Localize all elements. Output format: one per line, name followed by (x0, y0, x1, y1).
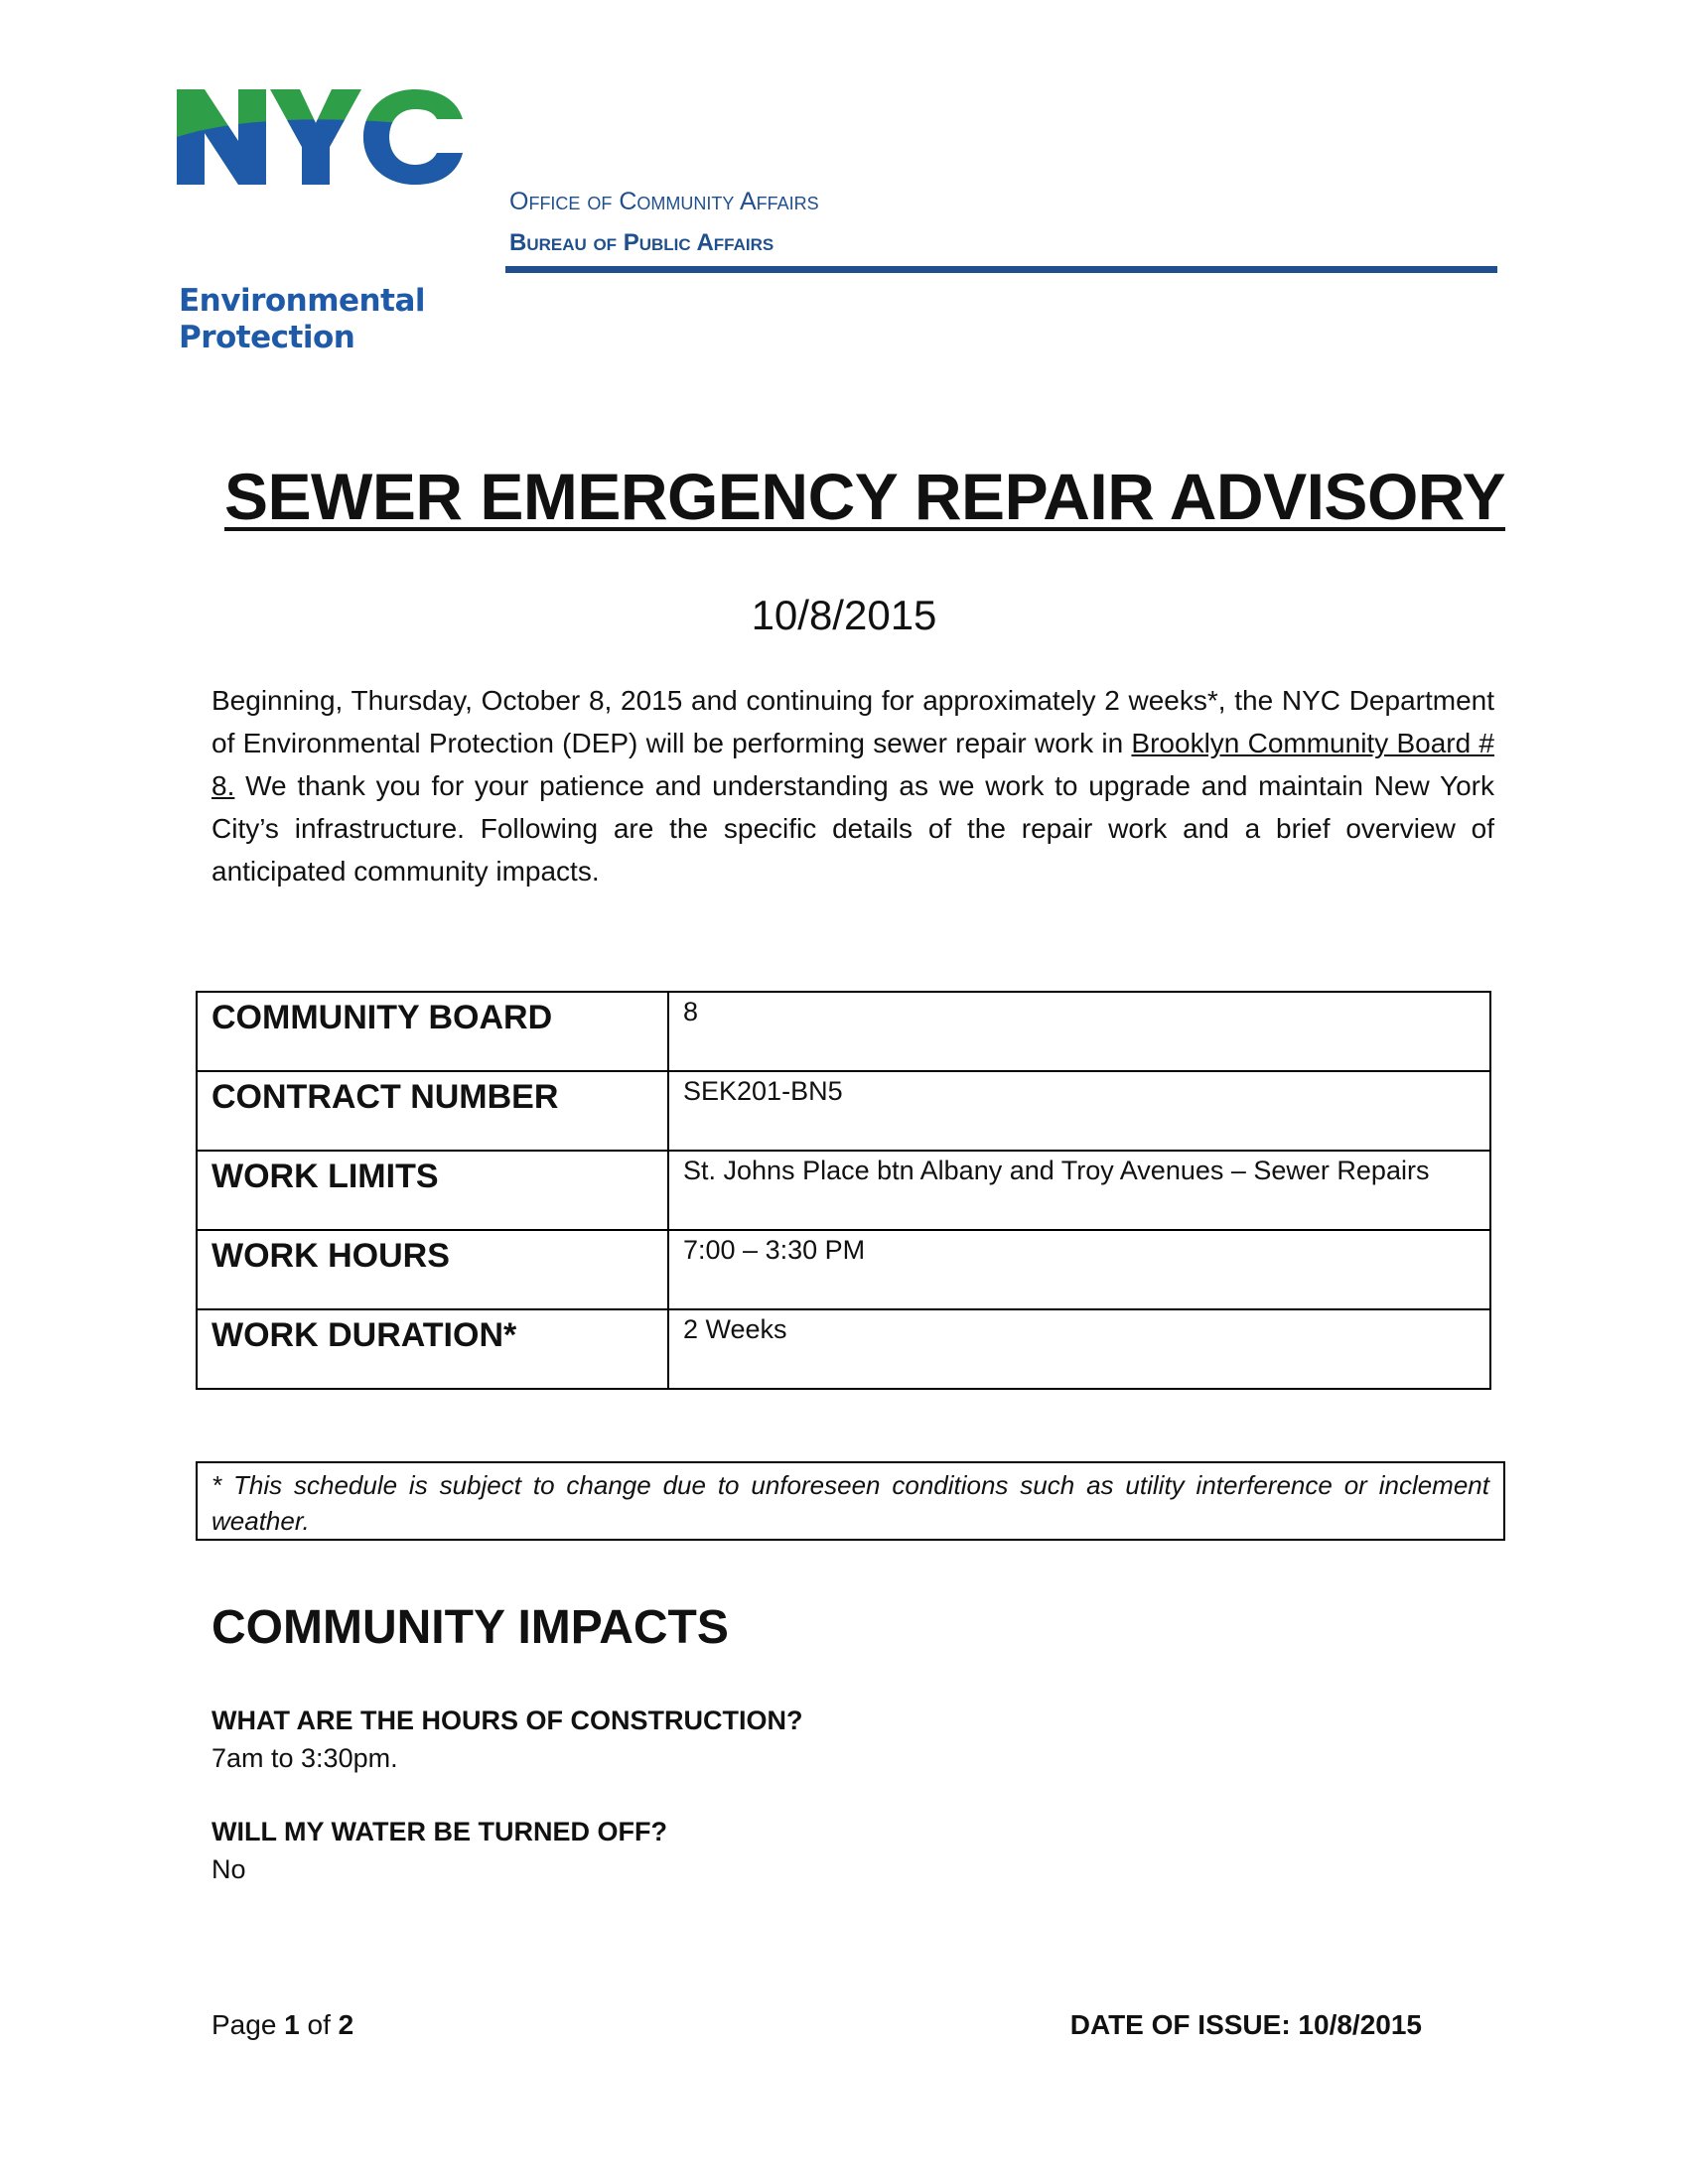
community-board-link: Brooklyn Community Board # 8. (211, 728, 1494, 801)
row-label: WORK LIMITS (197, 1151, 668, 1230)
nyc-dep-logo (177, 89, 475, 355)
row-label: CONTRACT NUMBER (197, 1071, 668, 1151)
impact-question: WILL MY WATER BE TURNED OFF? (211, 1817, 667, 1846)
intro-part1: Beginning, Thursday, October 8, 2015 and continuing for approximately 2 weeks*, the NYC Department of Environmental Protection (DEP) will be performing sewer repair work in (211, 685, 1494, 758)
row-label: COMMUNITY BOARD (197, 992, 668, 1071)
page-prefix: Page (211, 2009, 285, 2040)
logo-blue-wave (177, 119, 465, 185)
table-row (197, 992, 1490, 1071)
page-of: of (299, 2009, 339, 2040)
impact-item (211, 1813, 667, 1888)
logo-text-line1: Environmental (179, 283, 425, 319)
table-row (197, 1309, 1490, 1389)
page-number (211, 2009, 353, 2041)
intro-paragraph (211, 679, 1494, 892)
page-current: 1 (284, 2009, 300, 2040)
work-details-table (196, 991, 1491, 1390)
impacts-heading: COMMUNITY IMPACTS (211, 1601, 729, 1654)
row-value: 8 (668, 992, 1490, 1071)
row-label: WORK HOURS (197, 1230, 668, 1309)
page-total: 2 (338, 2009, 354, 2040)
row-value: St. Johns Place btn Albany and Troy Avenues – Sewer Repairs (668, 1151, 1490, 1230)
intro-part2: We thank you for your patience and understanding as we work to upgrade and maintain New York City’s infrastructure. Following are the specific details of the repair work and a brief overview of anticipated community impacts. (211, 770, 1494, 887)
row-value: 7:00 – 3:30 PM (668, 1230, 1490, 1309)
header-rule (505, 266, 1497, 273)
table-row (197, 1071, 1490, 1151)
impact-item (211, 1702, 802, 1777)
row-value: 2 Weeks (668, 1309, 1490, 1389)
table-row (197, 1151, 1490, 1230)
row-label: WORK DURATION* (197, 1309, 668, 1389)
logo-text (179, 283, 425, 356)
advisory-date: 10/8/2015 (751, 592, 937, 638)
date-of-issue: DATE OF ISSUE: 10/8/2015 (1069, 2009, 1422, 2040)
office-block (509, 181, 819, 264)
office-line2: Bureau of Public Affairs (509, 229, 774, 256)
row-value: SEK201-BN5 (668, 1071, 1490, 1151)
schedule-note: * This schedule is subject to change due to unforeseen conditions such as utility interference or inclement weather. (196, 1461, 1505, 1541)
page-title: SEWER EMERGENCY REPAIR ADVISORY (224, 460, 1506, 533)
nyc-logo-mark (177, 89, 465, 185)
impact-answer: 7am to 3:30pm. (211, 1743, 398, 1773)
table-row (197, 1230, 1490, 1309)
impact-answer: No (211, 1854, 246, 1884)
impact-question: WHAT ARE THE HOURS OF CONSTRUCTION? (211, 1706, 803, 1735)
logo-text-line2: Protection (179, 320, 355, 355)
office-line1: Office of Community Affairs (509, 188, 819, 215)
